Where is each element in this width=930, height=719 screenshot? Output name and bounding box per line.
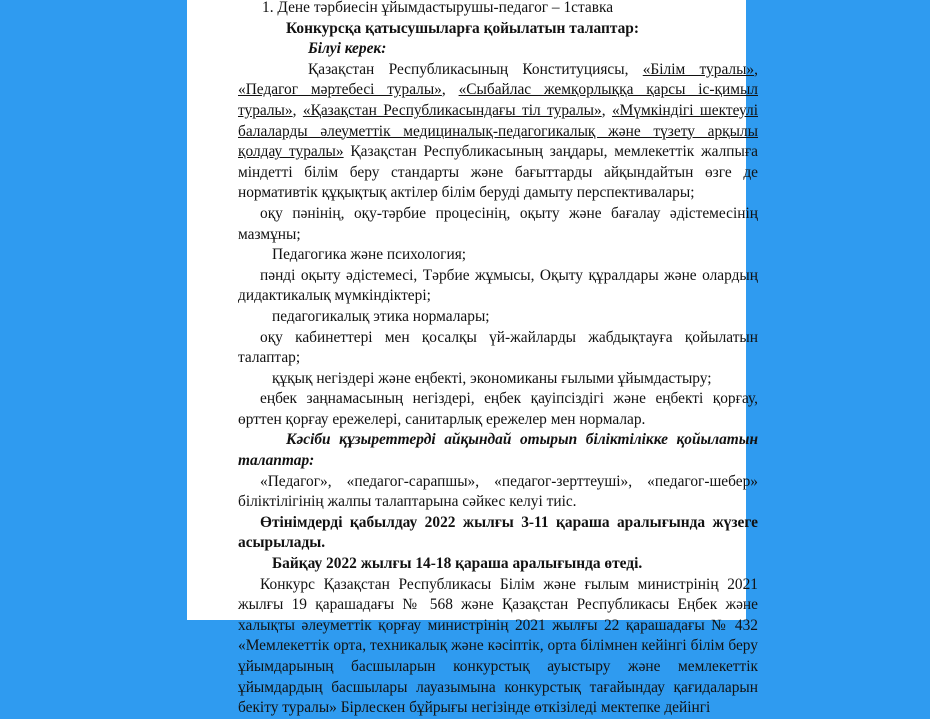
law-link-disabled-children[interactable]: «Мүмкіндігі шектеулі балаларды әлеуметтік медициналық-педагогикалық және түзету арқылы қолдау туралы» (238, 101, 758, 161)
separator: , (441, 81, 459, 99)
knowledge-item-law-basics: құқық негіздері және еңбекті, экономиканы ғылыми ұйымдастыру; (272, 369, 712, 387)
qualification-text: «Педагог», «педагог-сарапшы», «педагог-зерттеуші», «педагог-шебер» біліктілігінің жалпы талаптарына сәйкес келуі тиіс. (238, 472, 758, 511)
law-link-education[interactable]: «Білім туралы» (642, 60, 755, 78)
contest-basis-paragraph: Конкурс Қазақстан Республикасы Білім және ғылым министрінің 2021 жылғы 19 қарашадағы № 568 және Қазақстан Республикасы Еңбек және халықты әлеуметтік қорғау министрінің 2021 жылғы 22 қарашадағы № 432 «Мемлекеттік орта, техникалық және кәсіптік, орта білімнен кейінгі білім беру ұйымдарының басшыларын конкурстық ауыстыру және мемлекеттік ұйымдардың басшылары лауазымына конкурстық тағайындау қағидаларын бекіту туралы» Бірлескен бұйрығы негізінде өткізіледі мектепке дейінгі (238, 575, 758, 717)
knowledge-item-methods: пәнді оқыту әдістемесі, Тәрбие жұмысы, Оқыту құралдары және олардың дидактикалық мүмкіндіктері; (238, 266, 758, 305)
vacancy-item: 1. Дене тәрбиесін ұйымдастырушы-педагог – 1ставка (262, 0, 614, 16)
application-dates: Өтінімдерді қабылдау 2022 жылғы 3-11 қараша аралығында жүзеге асырылады. (238, 513, 758, 552)
knowledge-item-content: оқу пәнінің, оқу-тәрбие процесінің, оқыту және бағалау әдістемесінің мазмұны; (238, 204, 758, 243)
separator: , (754, 60, 758, 78)
knowledge-item-pedagogy: Педагогика және психология; (272, 246, 467, 264)
knowledge-heading: Білуі керек: (308, 40, 387, 58)
laws-text-end: Қазақстан Республикасының заңдары, мемлекеттік жалпыға міндетті білім беру стандарты және бағыттарды айқындайтын өзге де нормативтік құқықтық актілер білім беруді дамыту перспективалары; (238, 143, 758, 202)
document-body (238, 0, 758, 719)
knowledge-item-ethics: педагогикалық этика нормалары; (272, 307, 490, 325)
contest-dates: Байқау 2022 жылғы 14-18 қараша аралығында өтеді. (272, 555, 643, 573)
laws-text-start: Қазақстан Республикасының Конституциясы, (308, 60, 643, 78)
separator: , (601, 101, 612, 119)
knowledge-item-equipment: оқу кабинеттері мен қосалқы үй-жайларды жабдықтауға қойылатын талаптар; (238, 328, 758, 367)
law-link-teacher-status[interactable]: «Педагог мәртебесі туралы» (238, 81, 442, 99)
law-link-language[interactable]: «Қазақстан Республикасындағы тіл туралы» (302, 101, 602, 119)
requirements-heading: Конкурсқа қатысушыларға қойылатын талаптар: (286, 19, 639, 37)
law-link-anticorruption[interactable]: «Сыбайлас жемқорлыққа қарсы іс-қимыл туралы» (238, 81, 758, 119)
knowledge-item-labor-law: еңбек заңнамасының негіздері, еңбек қауіпсіздігі және еңбекті қорғау, өрттен қорғау ережелері, санитарлық ережелер мен нормалар. (238, 390, 758, 428)
separator: , (292, 101, 303, 119)
laws-paragraph (238, 60, 758, 204)
qualification-heading: Кәсіби құзыреттерді айқындай отырып біліктілікке қойылатын талаптар: (238, 431, 758, 470)
document-page (187, 0, 758, 717)
